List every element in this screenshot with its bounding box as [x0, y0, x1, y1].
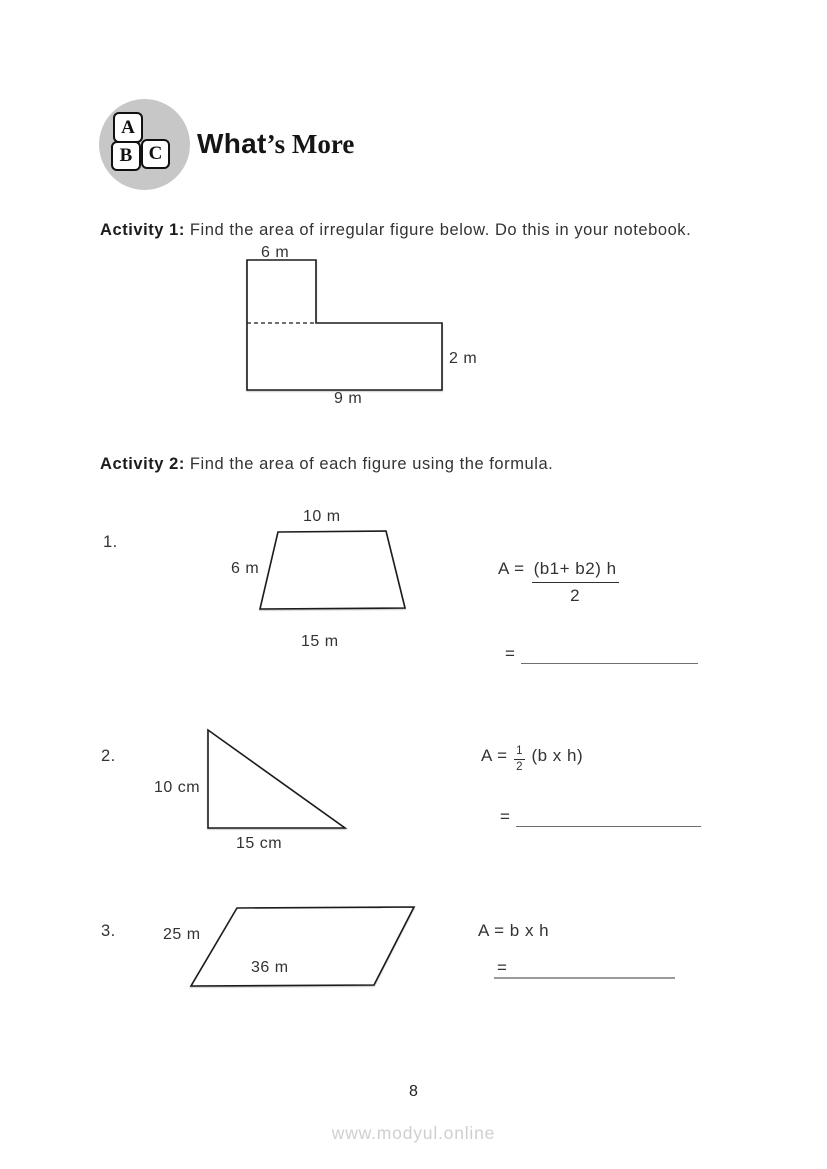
item2-answer-equals: = — [500, 807, 510, 826]
activity1-heading — [100, 221, 691, 240]
item2-answer-blank — [516, 811, 701, 827]
page-title-main: What — [197, 128, 267, 159]
activity2-heading — [100, 455, 553, 474]
block-letter: C — [148, 143, 163, 164]
item1-answer-equals: = — [505, 644, 515, 663]
l-shape-top-label: 6 m — [261, 244, 290, 261]
item2-number: 2. — [101, 747, 116, 765]
abc-blocks-icon — [99, 99, 190, 190]
page-title-suffix: ’s More — [266, 129, 355, 159]
activity2-instruction: Find the area of each figure using the formula. — [189, 455, 554, 473]
parallelogram-inside-label: 36 m — [251, 959, 289, 976]
triangle-figure — [200, 722, 353, 836]
trapezoid-top-label: 10 m — [303, 508, 341, 525]
trapezoid-bottom-label: 15 m — [301, 633, 339, 650]
item1-formula-fraction — [532, 559, 619, 606]
activity1-instruction: Find the area of irregular figure below. Do this in your notebook. — [189, 221, 692, 239]
letter-block-c — [141, 139, 170, 169]
item2-formula-rest: (b x h) — [531, 746, 584, 765]
activity1-label: Activity 1: — [100, 221, 185, 239]
item1-answer — [505, 644, 698, 664]
item2-answer — [500, 807, 701, 827]
item2-formula — [481, 746, 583, 773]
item1-formula-denominator: 2 — [570, 586, 581, 605]
page-number: 8 — [409, 1083, 418, 1100]
letter-block-b — [111, 141, 141, 171]
item1-formula — [498, 559, 619, 606]
item2-fraction-denominator: 2 — [516, 760, 523, 773]
item3-formula-text: A = b x h — [478, 921, 550, 940]
parallelogram-figure — [185, 899, 421, 993]
letter-block-a — [113, 112, 143, 143]
item3-formula — [478, 921, 549, 941]
item3-answer — [494, 958, 675, 979]
item1-formula-numerator: (b1+ b2) h — [532, 559, 619, 583]
l-shape-figure — [240, 252, 452, 398]
item3-answer-equals: = — [497, 958, 507, 977]
item2-fraction-numerator: 1 — [514, 746, 526, 760]
item1-formula-lhs: A = — [498, 559, 525, 578]
item2-formula-fraction — [514, 746, 526, 773]
l-shape-bottom-label: 9 m — [334, 390, 363, 407]
item1-number: 1. — [103, 533, 118, 551]
block-letter: B — [119, 145, 133, 166]
page-title — [197, 128, 354, 160]
parallelogram-left-label: 25 m — [163, 926, 201, 943]
item1-answer-blank — [521, 648, 698, 664]
activity2-label: Activity 2: — [100, 455, 185, 473]
triangle-bottom-label: 15 cm — [236, 835, 283, 852]
triangle-left-label: 10 cm — [154, 779, 201, 796]
trapezoid-left-label: 6 m — [231, 560, 260, 577]
item2-formula-lhs: A = — [481, 746, 508, 765]
block-letter: A — [121, 116, 135, 138]
trapezoid-figure — [250, 524, 412, 616]
item3-number: 3. — [101, 922, 116, 940]
watermark: www.modyul.online — [331, 1123, 496, 1143]
l-shape-right-label: 2 m — [449, 350, 478, 367]
